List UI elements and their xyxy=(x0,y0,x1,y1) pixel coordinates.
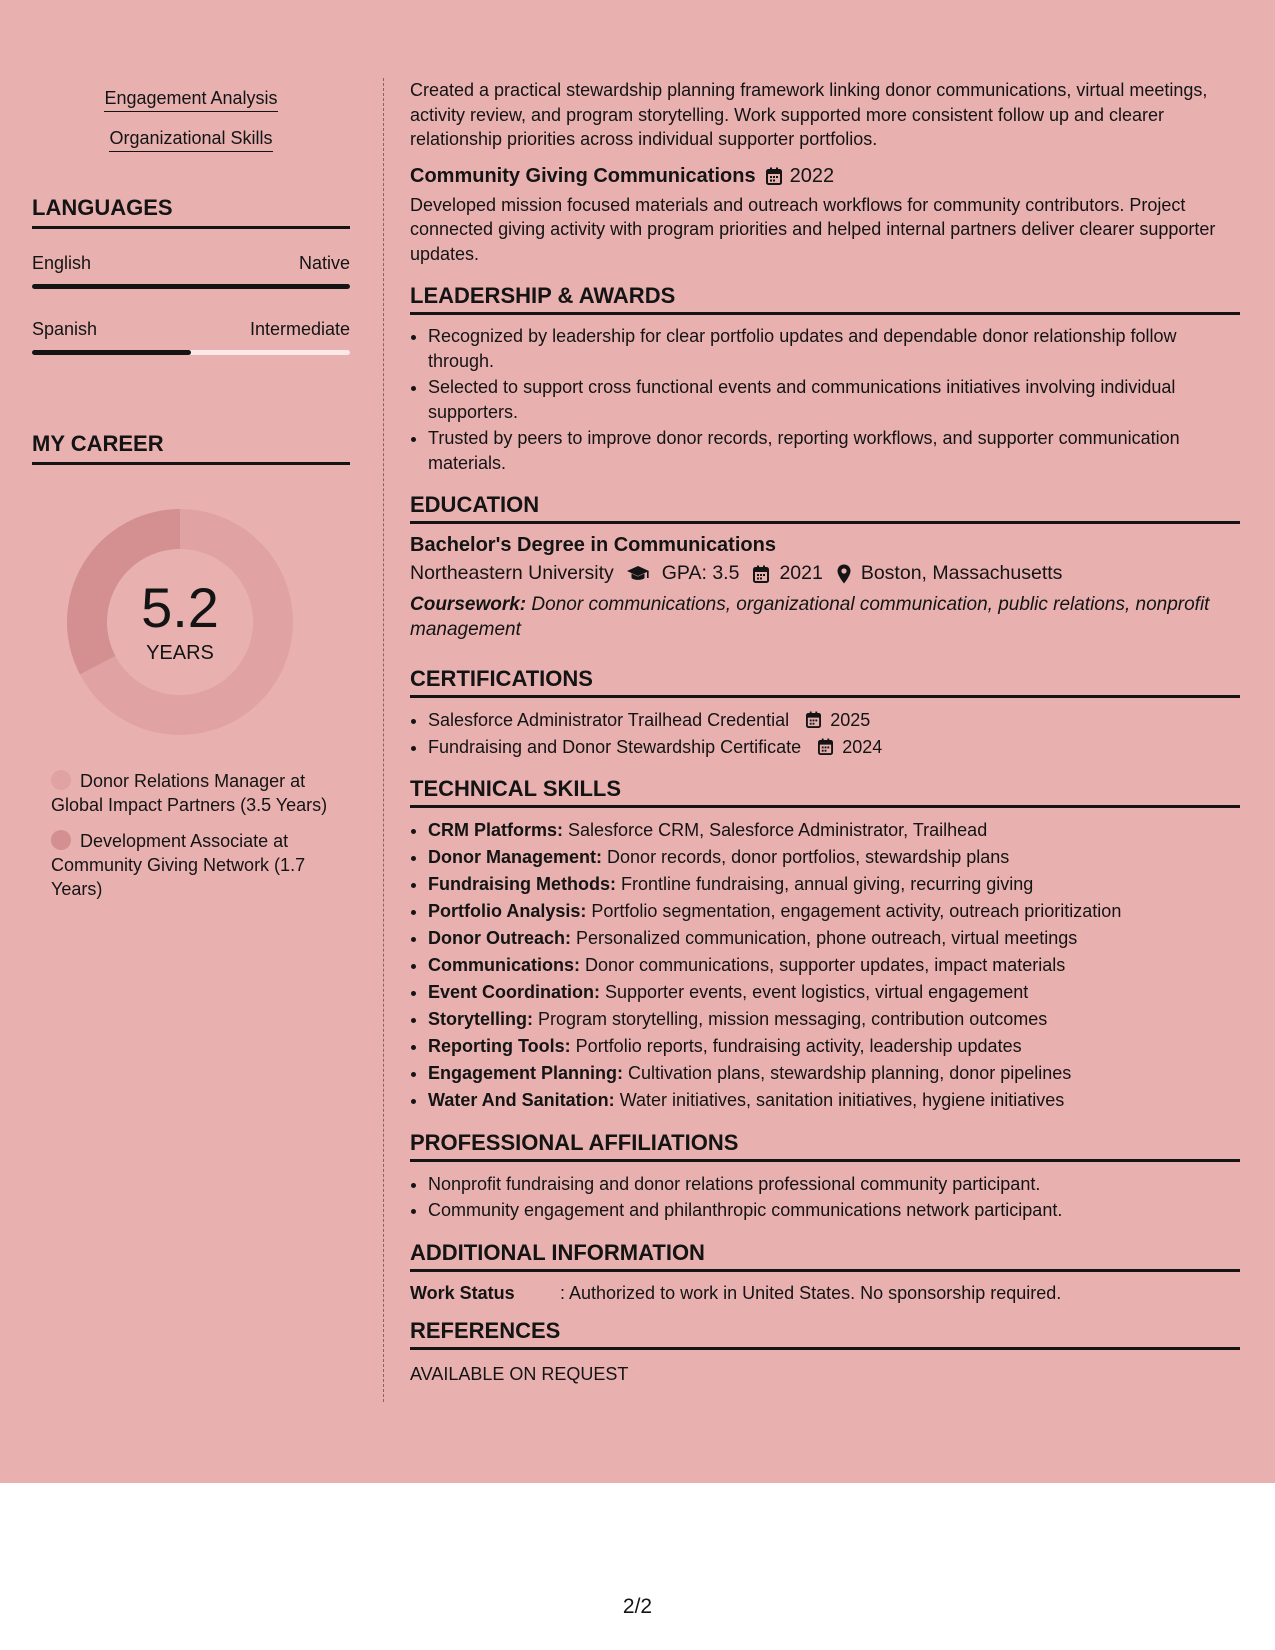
coursework xyxy=(410,593,1240,642)
list-item: • Water And Sanitation: Water initiatives, sanitation initiatives, hygiene initiatives xyxy=(428,1088,1240,1113)
list-item: • Donor Outreach: Personalized communication, phone outreach, virtual meetings xyxy=(428,926,1240,951)
certifications-list xyxy=(428,708,1240,759)
career-item: Donor Relations Manager at Global Impact Partners (3.5 Years) xyxy=(51,771,328,815)
list-item: • Fundraising Methods: Frontline fundraising, annual giving, recurring giving xyxy=(428,872,1240,897)
certifications-heading: CERTIFICATIONS xyxy=(410,666,1240,698)
language-bar-fill xyxy=(32,350,191,355)
technical-skills-list xyxy=(428,818,1240,1113)
leadership-heading: LEADERSHIP & AWARDS xyxy=(410,283,1240,315)
project-year: 2022 xyxy=(789,164,835,187)
column-divider xyxy=(383,78,384,1402)
project-intro: Created a practical stewardship planning framework linking donor communications, virtual meetings, activity review, and program storytelling. Work supported more consistent follow up and clearer relationship priorities across individual supporter portfolios. xyxy=(410,80,1208,149)
language-bar-spanish xyxy=(32,350,350,355)
career-legend xyxy=(32,769,350,901)
career-heading: MY CAREER xyxy=(32,431,350,465)
language-bar-fill xyxy=(32,284,350,289)
language-name: Spanish xyxy=(32,319,98,339)
coursework-label: Coursework: xyxy=(410,594,527,615)
list-item: • Fundraising and Donor Stewardship Certificate 2024 xyxy=(428,735,1240,760)
skill-link-engagement[interactable]: Engagement Analysis xyxy=(32,88,350,109)
list-item: • Reporting Tools: Portfolio reports, fundraising activity, leadership updates xyxy=(428,1034,1240,1059)
calendar-icon xyxy=(818,738,833,755)
list-item: • Storytelling: Program storytelling, mission messaging, contribution outcomes xyxy=(428,1007,1240,1032)
list-item: • Event Coordination: Supporter events, event logistics, virtual engagement xyxy=(428,980,1240,1005)
language-spanish xyxy=(32,319,350,355)
affiliations-heading: PROFESSIONAL AFFILIATIONS xyxy=(410,1130,1240,1162)
list-item: • Salesforce Administrator Trailhead Credential 2025 xyxy=(428,708,1240,733)
project-title: Community Giving Communications xyxy=(410,164,756,187)
skill-link-organizational[interactable]: Organizational Skills xyxy=(32,128,350,149)
list-item: • Donor Management: Donor records, donor portfolios, stewardship plans xyxy=(428,845,1240,870)
project-title-row xyxy=(410,165,1240,188)
list-item: • Community engagement and philanthropic communications network participant. xyxy=(428,1198,1240,1223)
page-number: 2/2 xyxy=(622,1595,653,1618)
project-description: Developed mission focused materials and outreach workflows for community contributors. Project connected giving activity with program priorities and helped internal partners deliver clearer supporter updates. xyxy=(410,194,1216,264)
graduation-year: 2021 xyxy=(779,562,823,584)
technical-skills-heading: TECHNICAL SKILLS xyxy=(410,776,1240,808)
location: Boston, Massachusetts xyxy=(860,562,1063,584)
legend-dot xyxy=(51,830,71,850)
education-details xyxy=(410,562,1240,585)
career-item: Development Associate at Community Giving Network (1.7 Years) xyxy=(51,831,306,899)
additional-info-heading: ADDITIONAL INFORMATION xyxy=(410,1240,1240,1272)
gpa: GPA: 3.5 xyxy=(661,562,740,584)
education-heading: EDUCATION xyxy=(410,492,1240,524)
work-status-label: Work Status xyxy=(410,1282,515,1303)
right-column xyxy=(410,78,1240,1385)
list-item: • Engagement Planning: Cultivation plans, stewardship planning, donor pipelines xyxy=(428,1061,1240,1086)
list-item: • CRM Platforms: Salesforce CRM, Salesforce Administrator, Trailhead xyxy=(428,818,1240,843)
work-status-value: : Authorized to work in United States. No sponsorship required. xyxy=(560,1282,1062,1303)
graduation-cap-icon xyxy=(626,565,650,583)
languages-heading: LANGUAGES xyxy=(32,195,350,229)
left-column xyxy=(32,78,350,901)
coursework-list: Donor communications, organizational communication, public relations, nonprofit management xyxy=(410,594,1210,640)
list-item: • Trusted by peers to improve donor records, reporting workflows, and supporter communication materials. xyxy=(428,426,1240,475)
work-status-row xyxy=(410,1283,1240,1304)
list-item: • Recognized by leadership for clear portfolio updates and dependable donor relationship follow through. xyxy=(428,324,1240,373)
references-text: AVAILABLE ON REQUEST xyxy=(410,1363,629,1384)
language-name: English xyxy=(32,253,92,273)
career-unit: YEARS xyxy=(146,641,214,664)
language-bar-english xyxy=(32,284,350,289)
language-level: Intermediate xyxy=(249,319,350,339)
language-english xyxy=(32,253,350,289)
language-level: Native xyxy=(298,253,350,273)
list-item: • Nonprofit fundraising and donor relations professional community participant. xyxy=(428,1172,1240,1197)
location-pin-icon xyxy=(837,564,851,584)
career-total-years: 5.2 xyxy=(141,575,219,639)
school-name: Northeastern University xyxy=(410,562,614,584)
leadership-list xyxy=(428,324,1240,475)
list-item: • Portfolio Analysis: Portfolio segmentation, engagement activity, outreach prioritization xyxy=(428,899,1240,924)
list-item: • Selected to support cross functional events and communications initiatives involving individual supporters. xyxy=(428,375,1240,424)
affiliations-list xyxy=(428,1172,1240,1223)
career-donut xyxy=(67,509,293,735)
legend-dot xyxy=(51,770,71,790)
calendar-icon xyxy=(766,167,782,185)
degree: Bachelor's Degree in Communications xyxy=(410,534,776,556)
references-heading: REFERENCES xyxy=(410,1318,1240,1350)
calendar-icon xyxy=(753,565,769,583)
calendar-icon xyxy=(806,711,821,728)
list-item: • Communications: Donor communications, supporter updates, impact materials xyxy=(428,953,1240,978)
